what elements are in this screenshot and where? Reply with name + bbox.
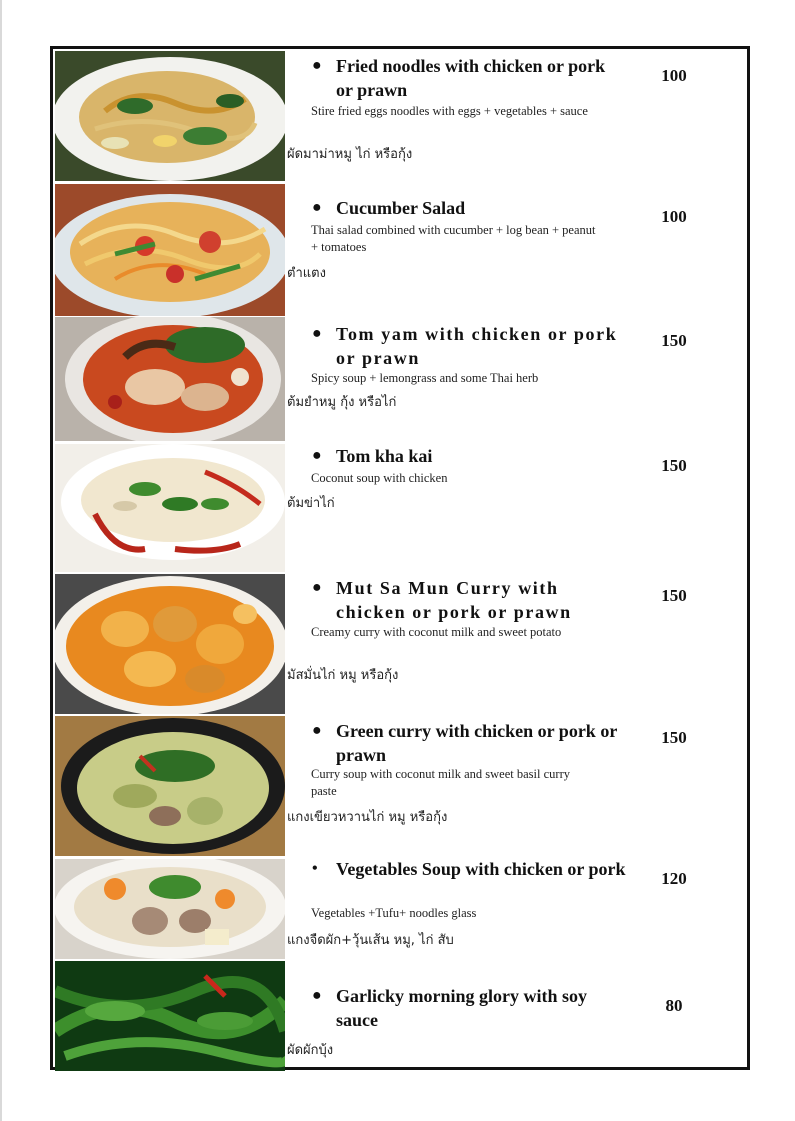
item-thai-name: ต้มยำหมู กุ้ง หรือไก่ xyxy=(287,395,397,410)
item-name: ● Green curry with chicken or pork or prawn xyxy=(312,721,617,765)
item-description: Curry soup with coconut milk and sweet basil curry paste xyxy=(311,767,570,798)
bullet-icon: • xyxy=(312,860,318,877)
papaya-salad-photo xyxy=(55,184,285,316)
menu-item xyxy=(53,714,747,857)
menu-item xyxy=(53,49,747,184)
item-thai-name: มัสมั่นไก่ หมู หรือกุ้ง xyxy=(287,668,399,683)
menu-item xyxy=(53,442,747,572)
bullet-icon: ● xyxy=(312,325,324,342)
menu-item xyxy=(53,317,747,442)
massaman-curry-photo xyxy=(55,574,285,714)
menu-frame xyxy=(50,46,750,1070)
bullet-icon: ● xyxy=(312,199,322,216)
item-price: 150 xyxy=(661,331,687,350)
item-thai-name: ผัดผักบุ้ง xyxy=(287,1043,334,1058)
menu-item xyxy=(53,959,747,1067)
item-description: Coconut soup with chicken xyxy=(311,471,448,485)
tom-kha-photo xyxy=(55,444,285,572)
bullet-icon: ● xyxy=(312,447,322,464)
item-description: Thai salad combined with cucumber + log bean + peanut + tomatoes xyxy=(311,223,596,254)
item-description: Creamy curry with coconut milk and sweet potato xyxy=(311,625,562,639)
tom-yam-photo xyxy=(55,317,285,441)
item-price: 150 xyxy=(661,586,687,605)
menu-item xyxy=(53,857,747,959)
morning-glory-photo xyxy=(55,961,285,1071)
item-thai-name: ตำแตง xyxy=(287,266,326,281)
item-name: ● Garlicky morning glory with soy sauce xyxy=(312,986,587,1030)
page-edge xyxy=(0,0,2,1121)
item-description: Spicy soup + lemongrass and some Thai herb xyxy=(311,371,539,385)
item-description: Vegetables +Tufu+ noodles glass xyxy=(311,906,477,920)
item-thai-name: แกงเขียวหวานไก่ หมู หรือกุ้ง xyxy=(287,810,448,825)
item-price: 100 xyxy=(661,66,687,85)
item-name: ● Mut Sa Mun Curry with chicken or pork or prawn xyxy=(312,578,572,622)
menu-item xyxy=(53,182,747,317)
item-thai-name: ต้มข่าไก่ xyxy=(287,496,335,511)
item-name: ● Tom kha kai xyxy=(312,446,433,466)
item-thai-name: ผัดมาม่าหมู ไก่ หรือกุ้ง xyxy=(287,147,413,162)
bullet-icon: ● xyxy=(312,722,322,739)
bullet-icon: ● xyxy=(312,57,322,74)
menu-item xyxy=(53,572,747,714)
item-description: Stire fried eggs noodles with eggs + vegetables + sauce xyxy=(311,104,588,118)
item-thai-name: แกงจืดผัก+วุ้นเส้น หมู, ไก่ สับ xyxy=(287,933,454,948)
fried-noodles-photo xyxy=(55,51,285,181)
item-name: ● Fried noodles with chicken or pork or prawn xyxy=(312,56,606,100)
item-price: 100 xyxy=(661,207,687,226)
item-name: ● Tom yam with chicken or pork or prawn xyxy=(312,324,618,368)
bullet-icon: ● xyxy=(312,987,322,1004)
item-name: • Vegetables Soup with chicken or pork xyxy=(312,859,626,879)
green-curry-photo xyxy=(55,716,285,856)
item-price: 80 xyxy=(665,996,683,1015)
item-name: ● Cucumber Salad xyxy=(312,198,466,218)
item-price: 150 xyxy=(661,456,687,475)
item-price: 150 xyxy=(661,728,687,747)
item-price: 120 xyxy=(661,869,687,888)
bullet-icon: ● xyxy=(312,579,324,596)
vegetable-soup-photo xyxy=(55,859,285,959)
